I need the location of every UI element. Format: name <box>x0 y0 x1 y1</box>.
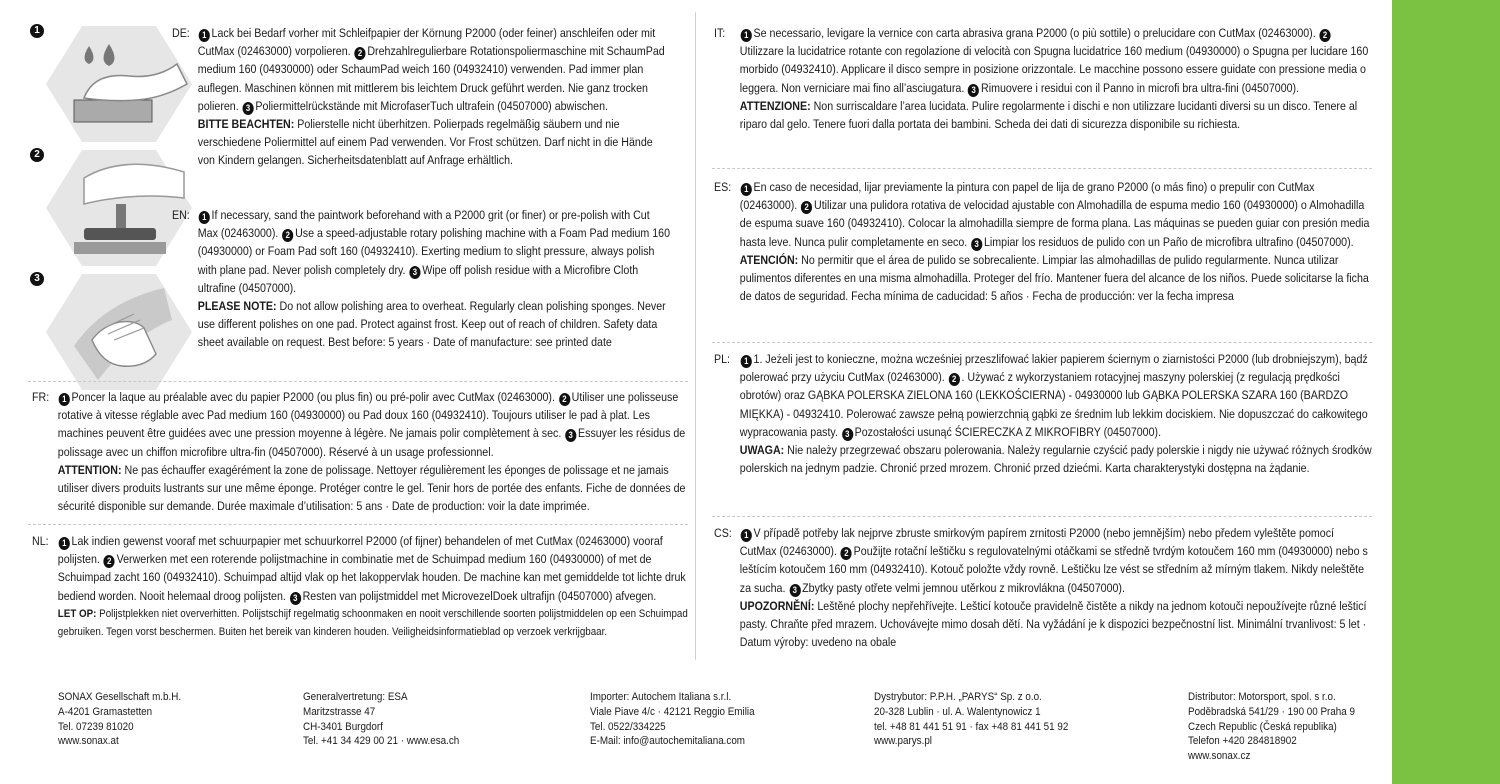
cs-step1: V případě potřeby lak nejprve zbruste smirkovým papírem zrnitosti P2000 (nebo jemnějším) nebo předem vyleštěte pomocí CutMax (02463000). <box>739 526 1334 559</box>
section-separator <box>712 516 1372 517</box>
fr-note-label: ATTENTION: <box>57 462 122 477</box>
section-separator <box>712 168 1372 169</box>
it-step3: Rimuovere i residui con il Panno in microfi bra ultra-fini (04507000). <box>981 80 1300 95</box>
section-fr-body <box>32 388 690 515</box>
footer-line: Tel. 07239 81020 <box>58 720 134 733</box>
step-number-badge: 3 <box>409 266 420 279</box>
step-number-2: 2 <box>30 148 44 162</box>
en-note-label: PLEASE NOTE: <box>197 299 277 314</box>
de-step3: Poliermittelrückstände mit MicrofaserTuch ultrafein (04507000) abwischen. <box>255 98 609 113</box>
it-note: Non surriscaldare l’area lucidata. Pulire regolarmente i dischi e non utilizzare lucidanti diversi su un disco. Tenere al riparo dal gelo. Tenere fuori dalla portata dei bambini. Scheda dei dati di sicurezza disponibile su richiesta. <box>739 98 1358 132</box>
footer-address-motorsport <box>1188 690 1355 764</box>
es-step1: En caso de necesidad, lijar previamente la pintura con papel de lija de grano P2000 (o más fino) o prepulir con CutMax (02463000). <box>739 180 1315 213</box>
en-step3: Wipe off polish residue with a Microfibre Cloth ultrafine (04507000). <box>197 262 639 295</box>
nl-note-label: LET OP: <box>57 607 97 620</box>
step-number-badge: 1 <box>199 29 210 42</box>
footer-line: tel. +48 81 441 51 91 · fax +48 81 441 51 92 <box>874 720 1069 733</box>
step-number-badge: 1 <box>59 537 70 550</box>
step-number-badge: 3 <box>243 102 254 115</box>
step-number-badge: 1 <box>741 29 752 42</box>
step-number-1: 1 <box>30 24 44 38</box>
footer-line: SONAX Gesellschaft m.b.H. <box>58 691 182 703</box>
fr-note: Ne pas échauffer exagérément la zone de polissage. Nettoyer régulièrement les éponges de polissage et ne jamais utiliser divers produits lustrants sur une même éponge. Protéger contre le gel. Tenir hors de portée des enfants. Fiche de données de sécurité disponible sur demande. Durée maximale d’utilisation: 5 ans · Date de production: voir la date imprimée. <box>57 462 686 514</box>
footer-line: Distributor: Motorsport, spol. s r.o. <box>1188 691 1336 703</box>
section-pl-body <box>714 350 1372 477</box>
footer-address-parys <box>874 690 1068 749</box>
de-note-label: BITTE BEACHTEN: <box>197 117 295 132</box>
nl-note: Polijstplekken niet oververhitten. Polijstschijf regelmatig schoonmaken en nooit verschillende soorten polijstmiddelen op een Schuimpad gebruiken. Tegen vorst beschermen. Buiten het bereik van kinderen houden. Veiligheidsinformatieblad op verzoek verkrijgbaar. <box>57 607 688 639</box>
step-number-badge: 1 <box>59 393 70 406</box>
footer-line: www.sonax.at <box>58 735 119 748</box>
cs-step3: Zbytky pasty otřete velmi jemnou utěrkou z mikrovlákna (04507000). <box>802 580 1125 595</box>
step-number-badge: 2 <box>282 229 293 242</box>
lang-code-nl: NL: <box>32 534 49 548</box>
section-es-body <box>714 178 1372 305</box>
section-en-body <box>172 206 671 352</box>
section-nl-body <box>32 532 690 641</box>
lang-code-fr: FR: <box>32 390 50 404</box>
step-number-badge: 2 <box>559 393 570 406</box>
pl-note-label: UWAGA: <box>739 443 785 458</box>
lang-code-pl: PL: <box>714 352 731 366</box>
step-number-badge: 3 <box>971 238 982 251</box>
footer-line: Generalvertretung: ESA <box>303 691 408 703</box>
lang-code-es: ES: <box>714 180 732 194</box>
pl-step1: 1. Jeżeli jest to konieczne, można wcześniej przeszlifować lakier papierem ściernym o ziarnistości P2000 (lub drobniejszym), bądź polerować przy użyciu CutMax (02463000). <box>739 352 1368 385</box>
section-de-body <box>172 24 671 170</box>
en-step1: If necessary, sand the paintwork beforehand with a P2000 grit (or finer) or pre-polish with Cut Max (02463000). <box>197 208 650 241</box>
footer-line: E-Mail: info@autochemitaliana.com <box>590 735 746 748</box>
fr-step1: Poncer la laque au préalable avec du papier P2000 (ou plus fin) ou pré-polir avec CutMax (02463000). <box>71 390 555 404</box>
section-separator <box>28 381 688 382</box>
footer-line: Maritzstrasse 47 <box>303 705 376 718</box>
en-note: Do not allow polishing area to overheat. Regularly clean polishing sponges. Never use different polishes on one pad. Protect against frost. Keep out of reach of children. Safety data sheet available on request. Best before: 5 years · Date of manufacture: see printed date <box>197 299 666 350</box>
footer-line: Poděbradská 541/29 · 190 00 Praha 9 <box>1188 705 1355 718</box>
lang-code-it: IT: <box>714 26 726 40</box>
footer-address-autochem <box>590 690 755 749</box>
cs-step2: Použijte rotační leštičku s regulovatelnými otáčkami se středně tvrdým kotoučem 160 mm (04930000) nebo s leštícím kotoučem 160 mm (04932410). Kotouč položte vždy rovně. Leštičku lze vést se středním až mírným tlakem. Nikdy neleštěte za sucha. <box>739 544 1368 595</box>
step-number-badge: 2 <box>949 373 960 386</box>
green-side-strip <box>1392 0 1500 784</box>
footer-line: CH-3401 Burgdorf <box>303 720 383 733</box>
cs-note-label: UPOZORNĚNÍ: <box>739 598 815 613</box>
footer-line: www.parys.pl <box>874 735 932 748</box>
step-number-badge: 2 <box>354 47 365 60</box>
step-number-badge: 3 <box>290 592 301 605</box>
en-step2: Use a speed-adjustable rotary polishing machine with a Foam Pad medium 160 (04930000) or Foam Pad soft 160 (04932410). Exerting medium to slight pressure, always polish with plane pad. Never polish completely dry. <box>197 226 671 277</box>
step-number-badge: 1 <box>741 355 752 368</box>
step-number-badge: 1 <box>199 211 210 224</box>
de-note: Polierstelle nicht überhitzen. Polierpads regelmäßig säubern und nie verschiedene Poliermittel auf einem Pad verwenden. Vor Frost schützen. Darf nicht in die Hände von Kindern gelangen. Sicherheitsdatenblatt auf Anfrage erhältlich. <box>197 117 653 168</box>
step-number-badge: 1 <box>741 529 752 542</box>
it-note-label: ATTENZIONE: <box>739 98 811 113</box>
footer-line: Viale Piave 4/c · 42121 Reggio Emilia <box>590 705 755 718</box>
pl-note: Nie należy przegrzewać obszaru polerowania. Należy regularnie czyścić pady polerskie i nigdy nie używać różnych środków polerskich na jednym padzie. Chronić przed mrozem. Chronić przed dziećmi. Karta charakterystyki dostępna na żądanie. <box>739 443 1372 476</box>
footer-address-sonax-at <box>58 690 181 749</box>
step-number-badge: 2 <box>104 555 115 568</box>
footer-line: A-4201 Gramastetten <box>58 705 153 718</box>
column-divider <box>695 12 696 660</box>
lang-code-de: DE: <box>172 26 190 40</box>
step-number-badge: 3 <box>842 428 853 441</box>
nl-step3: Resten van polijstmiddel met MicrovezelDoek ultrafijn (04507000) afvegen. <box>302 588 657 603</box>
lang-code-cs: CS: <box>714 526 732 540</box>
step-number-badge: 2 <box>841 547 852 560</box>
footer-line: Tel. +41 34 429 00 21 · www.esa.ch <box>303 735 460 748</box>
footer-line: Dystrybutor: P.P.H. „PARYS“ Sp. z o.o. <box>874 691 1042 703</box>
section-separator <box>712 342 1372 343</box>
it-step1: Se necessario, levigare la vernice con carta abrasiva grana P2000 (o più sottile) o prelucidare con CutMax (02463000). <box>753 26 1316 40</box>
de-step2: Drehzahlregulierbare Rotationspoliermaschine mit SchaumPad medium 160 (04930000) oder SchaumPad weich 160 (04932410) verwenden. Pad immer plan auflegen. Maschinen können mit mittlerem bis leichtem Druck geführt werden. Nie ganz trocken polieren. <box>197 44 665 113</box>
footer-address-esa <box>303 690 459 749</box>
footer-line: www.sonax.cz <box>1188 750 1251 763</box>
step-number-badge: 2 <box>1320 29 1331 42</box>
step-number-badge: 3 <box>565 429 576 442</box>
section-separator <box>28 524 688 525</box>
step-number-badge: 1 <box>741 183 752 196</box>
nl-step1: Lak indien gewenst vooraf met schuurpapier met schuurkorrel P2000 (of fijner) behandelen of met CutMax (02463000) vooraf polijsten. <box>57 534 663 567</box>
es-note: No permitir que el área de pulido se sobrecaliente. Limpiar las almohadillas de pulido regularmente. Nunca utilizar pulimentos diferentes en una misma almohadilla. Proteger del frío. Mantener fuera del alcance de los niños. Puede solicitarse la ficha de datos de seguridad. Fecha mínima de caducidad: 5 años · Fecha de producción: ver la fecha impresa <box>739 252 1369 304</box>
step-number-badge: 3 <box>968 84 979 97</box>
it-step2: Utilizzare la lucidatrice rotante con regolazione di velocità con Spugna lucidatrice 160 medium (04930000) o Spugna per lucidare 160 morbido (04932410). Applicare il disco sempre in posizione orizzontale. Le macchine possono essere guidate con pressione media o leggera. Non verniciare mai fino all’asciugatura. <box>739 44 1369 95</box>
es-note-label: ATENCIÓN: <box>739 252 799 267</box>
footer-line: Telefon +420 284818902 <box>1188 735 1297 748</box>
pl-step2: . Używać z wykorzystaniem rotacyjnej maszyny polerskiej (z regulacją prędkości obrotów) oraz GĄBKA POLERSKA ZIELONA 160 (LEKKOŚCIERNA) - 04930000 lub GĄBKA POLERSKA SZARA 160 (BARDZO MIĘKKA) - 04932410. Polerować zawsze pełną powierzchnią gąbki ze średnim lub lekkim dociskiem. Nie dopuszczać do całkowitego wypracowania pasty. <box>739 370 1368 439</box>
footer-line: Importer: Autochem Italiana s.r.l. <box>590 691 732 703</box>
nl-step2: Verwerken met een roterende polijstmachine in combinatie met de Schuimpad medium 160 (04930000) of met de Schuimpad zacht 160 (04932410). Schuimpad altijd vlak op het lakoppervlak houden. De machine kan met gemiddelde tot lichte druk bediend worden. Nooit helemaal droog polijsten. <box>57 552 686 603</box>
pl-step3: Pozostałości usunąć ŚCIERECZKA Z MIKROFIBRY (04507000). <box>854 424 1162 439</box>
fr-step2: Utiliser une polisseuse rotative à vitesse réglable avec Pad medium 160 (04930000) ou Pad doux 160 (04932410). Toujours utiliser le pad à plat. Les machines peuvent être guidées avec une pression moyenne à légère. Ne jamais polir complètement à sec. <box>57 390 679 441</box>
cs-note: Leštěné plochy nepřehřívejte. Lešticí kotouče pravidelně čistěte a nikdy na jednom kotouči nepoužívejte různé lešticí pasty. Chraňte před mrazem. Uchovávejte mimo dosah dětí. Na vyžádání je k dispozici bezpečnostní list. Minimální trvanlivost: 5 let · Datum výroby: uvedeno na obale <box>739 598 1367 650</box>
section-cs-body <box>714 524 1372 651</box>
footer-line: 20-328 Lublin · ul. A. Walentynowicz 1 <box>874 705 1041 718</box>
footer-line: Tel. 0522/334225 <box>590 720 666 733</box>
step-number-badge: 3 <box>789 584 800 597</box>
es-step2: Utilizar una pulidora rotativa de velocidad ajustable con Almohadilla de espuma medio 160 (04930000) o Almohadilla de espuma suave 160 (04932410). Colocar la almohadilla siempre de forma plana. Las máquinas se pueden guiar con presión media hasta leve. Nunca pulir completamente en seco. <box>739 198 1370 249</box>
footer-line: Czech Republic (Česká republika) <box>1188 720 1337 733</box>
section-it-body <box>714 24 1372 133</box>
step-number-badge: 2 <box>801 201 812 214</box>
fr-step3: Essuyer les résidus de polissage avec un chiffon microfibre ultra-fin (04507000). Réservé à un usage professionnel. <box>57 426 686 459</box>
lang-code-en: EN: <box>172 208 190 222</box>
step-number-3: 3 <box>30 272 44 286</box>
de-step1: Lack bei Bedarf vorher mit Schleifpapier der Körnung P2000 (oder feiner) anschleifen oder mit CutMax (02463000) vorpolieren. <box>197 26 656 59</box>
es-step3: Limpiar los residuos de pulido con un Paño de microfibra ultrafino (04507000). <box>983 234 1354 249</box>
